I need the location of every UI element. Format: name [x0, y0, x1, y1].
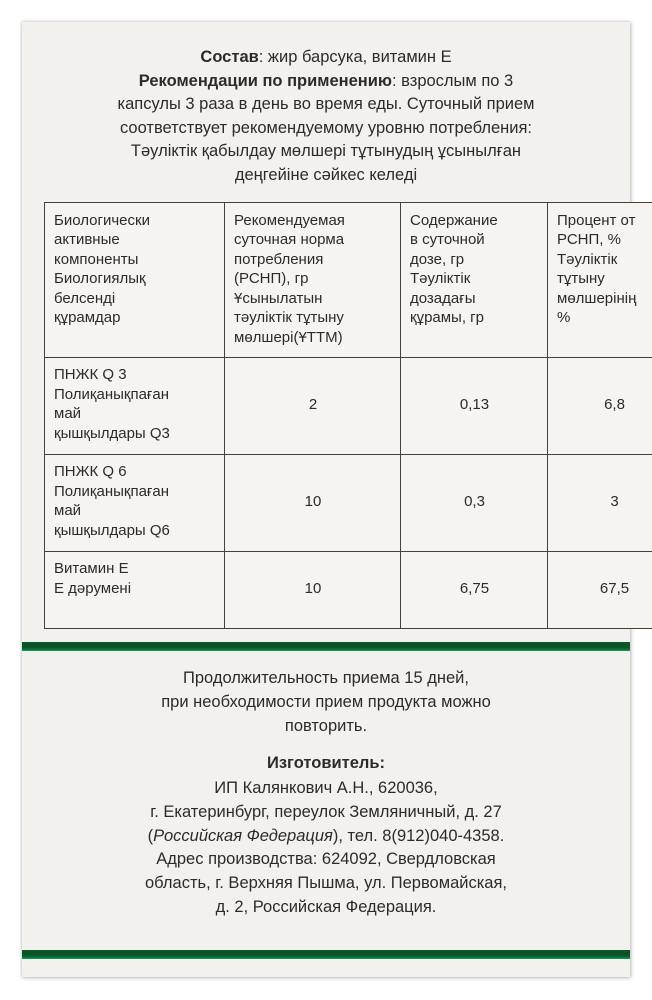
country-italic: Российская Федерация — [153, 826, 333, 845]
green-divider-top — [22, 642, 630, 651]
manufacturer-line-3 — [40, 825, 612, 849]
paren-open: ( — [147, 826, 154, 845]
usage-line-kk-2: деңгейіне сәйкес келеді — [234, 165, 418, 184]
manufacturer-line-2: г. Екатеринбург, переулок Земляничный, д. 27 — [150, 802, 502, 821]
phone-tail: ), тел. 8(912)040-4358. — [332, 826, 505, 845]
manufacturer-heading: Изготовитель: — [267, 754, 385, 773]
usage-line-3: капсулы 3 раза в день во время еды. Суточный прием — [117, 95, 535, 114]
duration-line-1: Продолжительность приема 15 дней, — [183, 669, 469, 688]
table-row — [45, 552, 652, 629]
header-cell-percent: Процент от РСНП, % Тәуліктік тұтыну мөлшерінің % — [548, 202, 652, 358]
manufacturer-line-1: ИП Калянкович А.Н., 620036, — [214, 779, 438, 798]
composition-value: : жир барсука, витамин Е — [258, 48, 452, 66]
manufacturer-block — [22, 651, 630, 920]
bottom-spacer — [22, 920, 630, 950]
cell-amount: 0,13 — [401, 358, 548, 455]
usage-label: Рекомендации по применению — [138, 71, 392, 90]
duration-line-3: повторить. — [284, 716, 368, 735]
cell-amount: 0,3 — [401, 455, 548, 552]
usage-line — [40, 70, 612, 94]
production-line-1: Адрес производства: 624092, Свердловская — [156, 850, 496, 869]
duration-line-2: при необходимости прием продукта можно — [161, 692, 491, 711]
nutrition-table — [44, 202, 652, 630]
table-row — [45, 358, 652, 455]
green-divider-bottom — [22, 950, 630, 959]
nutrition-table-body — [45, 358, 652, 629]
production-line-3: д. 2, Российская Федерация. — [215, 897, 437, 916]
cell-percent: 6,8 — [548, 358, 652, 455]
table-header-row — [45, 202, 652, 358]
composition-block — [22, 22, 630, 188]
usage-value: : взрослым по 3 — [392, 71, 514, 90]
package-label-panel — [22, 22, 637, 977]
production-line-2: область, г. Верхняя Пышма, ул. Первомайская, — [145, 874, 507, 893]
cell-component: ПНЖК Q 3 Полиқанықпаған май қышқылдары Q3 — [45, 358, 225, 455]
header-cell-amount: Содержание в суточной дозе, гр Тәуліктік дозадағы құрамы, гр — [401, 202, 548, 358]
cell-component: ПНЖК Q 6 Полиқанықпаған май қышқылдары Q6 — [45, 455, 225, 552]
cell-percent: 67,5 — [548, 552, 652, 629]
usage-line-kk-1: Тәуліктік қабылдау мөлшері тұтынудың ұсынылған — [130, 142, 522, 161]
composition-line — [40, 46, 612, 70]
nutrition-table-wrap — [22, 202, 637, 630]
cell-percent: 3 — [548, 455, 652, 552]
header-cell-components: Биологически активные компоненты Биологиялық белсенді құрамдар — [45, 202, 225, 358]
cell-rsnp: 2 — [225, 358, 401, 455]
usage-line-4: соответствует рекомендуемому уровню потребления: — [119, 118, 533, 137]
cell-component: Витамин Е Е дәрумені — [45, 552, 225, 629]
composition-label: Состав — [200, 48, 259, 66]
table-row — [45, 455, 652, 552]
header-cell-rsnp: Рекомендуемая суточная норма потребления (РСНП), гр Ұсынылатын тәуліктік тұтыну мөлшері(ҰТТМ) — [225, 202, 401, 358]
cell-rsnp: 10 — [225, 552, 401, 629]
cell-amount: 6,75 — [401, 552, 548, 629]
cell-rsnp: 10 — [225, 455, 401, 552]
nutrition-table-head — [45, 202, 652, 358]
